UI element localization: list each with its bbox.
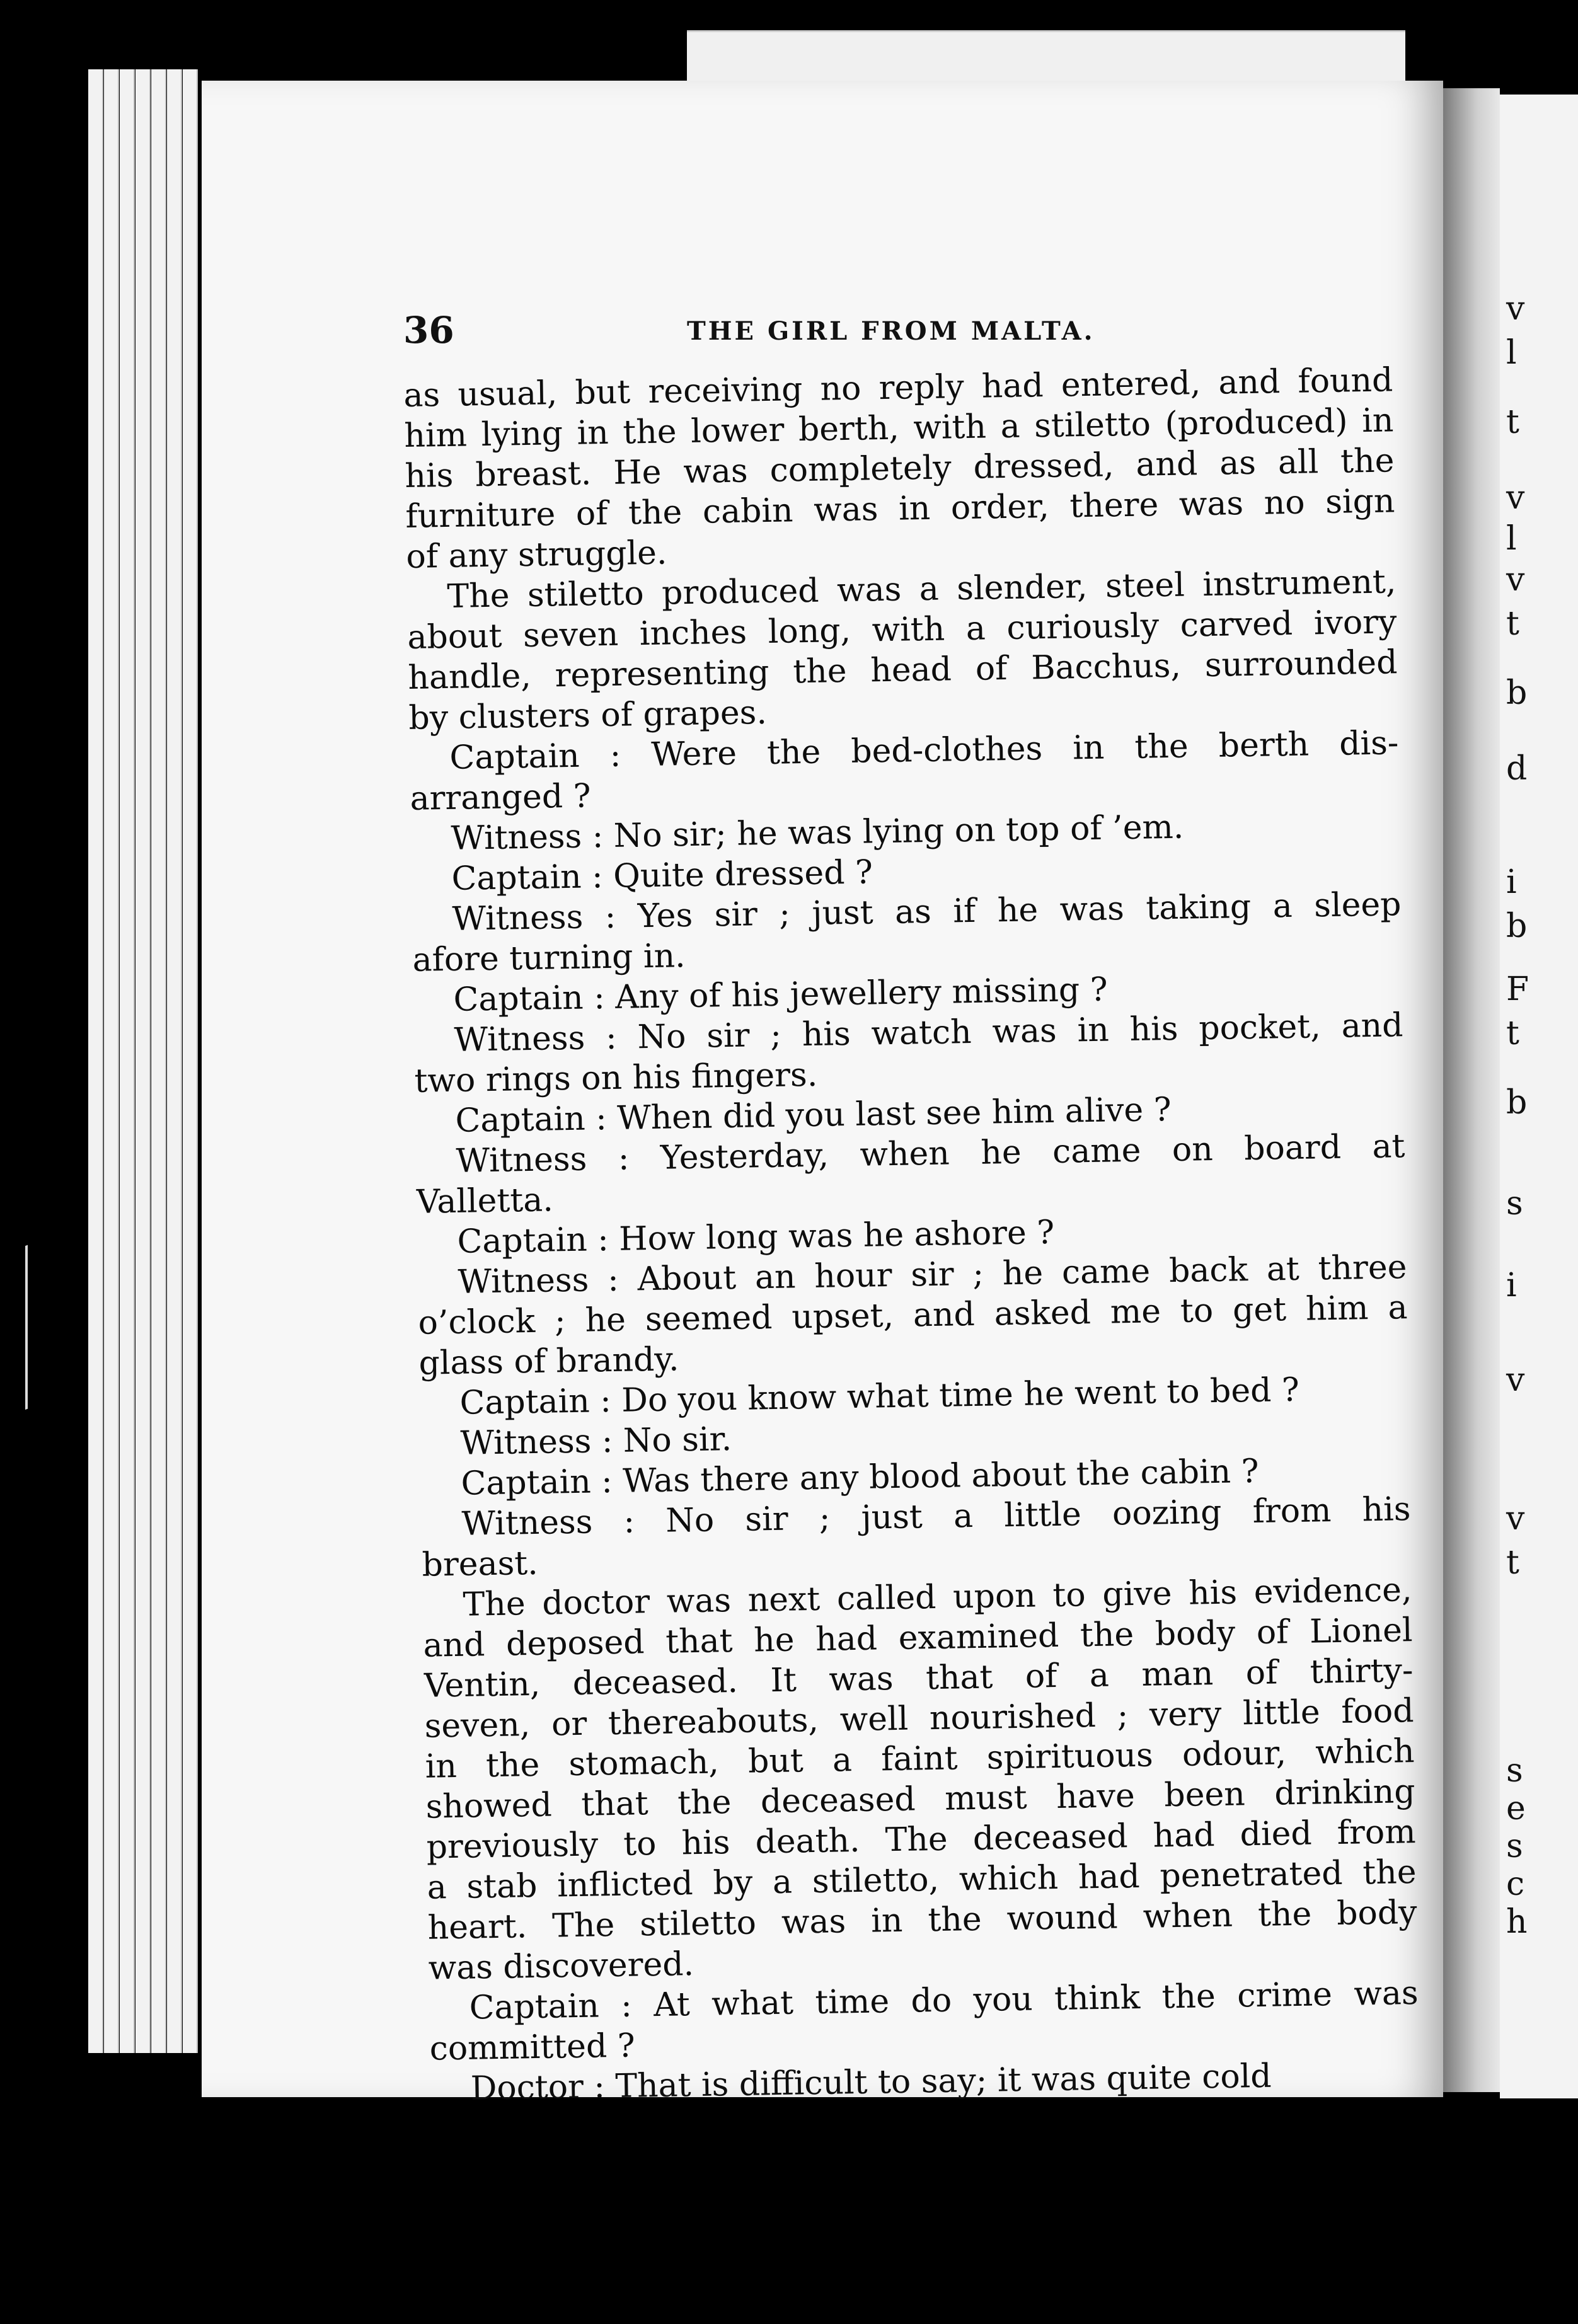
text-line: Captain : Was there any blood about the cabin ? — [461, 1452, 1259, 1503]
text-line: by clusters of grapes. — [408, 694, 768, 737]
facing-page-fragment: v — [1506, 561, 1525, 599]
text-line: Witness : About an hour sir ; he came back at three — [458, 1248, 1407, 1301]
text-line: seven, or thereabouts, well nourished ; very little food — [424, 1692, 1414, 1746]
facing-page-fragment: t — [1506, 605, 1519, 643]
facing-page-fragment: b — [1506, 1084, 1528, 1122]
text-line: as usual, but receiving no reply had entered, and found — [403, 361, 1393, 415]
text-line: Witness : No sir ; his watch was in his pocket, and — [454, 1006, 1403, 1059]
facing-page-fragment: i — [1506, 863, 1517, 901]
text-line: Captain : At what time do you think the crime was — [469, 1974, 1419, 2027]
text-line: Valletta. — [416, 1181, 554, 1221]
facing-page-fragment: s — [1506, 1752, 1523, 1790]
body-text — [403, 360, 1420, 2109]
book-gutter — [1443, 88, 1500, 2092]
text-line: Captain : When did you last see him alive ? — [455, 1091, 1172, 1140]
facing-page-fragment: e — [1506, 1790, 1526, 1827]
text-line: Captain : Do you know what time he went to bed ? — [459, 1371, 1300, 1422]
text-line: Witness : Yesterday, when he came on board at — [456, 1127, 1405, 1180]
text-line: about seven inches long, with a curiously carved ivory — [407, 603, 1397, 657]
text-line: was discovered. — [428, 1945, 694, 1987]
facing-page-fragment: t — [1506, 1544, 1519, 1582]
page-number: 36 — [403, 309, 454, 352]
text-line: a stab inflicted by a stiletto, which had penetrated the — [427, 1853, 1417, 1907]
text-line: The stiletto produced was a slender, steel instrument, — [447, 563, 1397, 616]
text-line: Doctor : That is difficult to say; it was quite cold — [470, 2057, 1272, 2108]
text-line: and deposed that he had examined the body of Lionel — [423, 1611, 1413, 1665]
facing-page-fragment: t — [1506, 403, 1519, 441]
page-edge — [167, 69, 182, 2053]
text-line: showed that the deceased must have been drinking — [425, 1773, 1415, 1826]
facing-page-fragment: t — [1506, 1015, 1519, 1052]
facing-page-fragment: l — [1506, 520, 1517, 558]
facing-page-fragment: c — [1506, 1865, 1525, 1903]
back-page-edge — [687, 30, 1405, 83]
text-line: Witness : No sir ; just a little oozing from his — [461, 1490, 1411, 1543]
page-edge — [183, 69, 198, 2053]
text-line: afore turning in. — [412, 937, 686, 979]
facing-page — [1500, 95, 1578, 2098]
facing-page-fragment: h — [1506, 1903, 1528, 1941]
text-line: in the stomach, but a faint spirituous odour, which — [425, 1732, 1415, 1786]
text-line: his breast. He was completely dressed, and as all the — [405, 442, 1395, 495]
text-line: Captain : Quite dressed ? — [451, 853, 873, 898]
page-clip — [25, 1224, 84, 1410]
text-line: two rings on his fingers. — [414, 1056, 818, 1100]
text-line: Ventin, deceased. It was that of a man of thirty- — [423, 1652, 1414, 1705]
facing-page-fragment: v — [1506, 479, 1525, 517]
facing-page-fragment: i — [1506, 1267, 1517, 1304]
page-edge — [88, 69, 103, 2053]
text-line: arranged ? — [410, 777, 591, 818]
text-line: handle, representing the head of Bacchus, surrounded — [408, 643, 1398, 697]
facing-page-fragment: v — [1506, 290, 1525, 328]
facing-page-fragment: b — [1506, 674, 1528, 712]
text-line: Witness : Yes sir ; just as if he was taking a sleep — [452, 885, 1402, 938]
running-head — [403, 309, 1424, 365]
page-edge — [135, 69, 151, 2053]
text-line: glass of brandy. — [418, 1340, 679, 1383]
text-line: o’clock ; he seemed upset, and asked me to get him a — [418, 1289, 1408, 1342]
facing-page-fragment: s — [1506, 1827, 1523, 1865]
facing-page-fragment: l — [1506, 334, 1517, 372]
text-line: Witness : No sir. — [460, 1420, 732, 1463]
text-line: him lying in the lower berth, with a stiletto (produced) in — [404, 401, 1394, 455]
page-edge — [104, 69, 119, 2053]
text-line: previously to his death. The deceased had died from — [426, 1813, 1416, 1867]
text-line: Captain : Any of his jewellery missing ? — [453, 970, 1109, 1019]
facing-page-fragment: b — [1506, 907, 1528, 945]
text-line: Captain : How long was he ashore ? — [457, 1213, 1055, 1261]
text-line: Witness : No sir; he was lying on top of ’em. — [451, 808, 1184, 858]
text-line: furniture of the cabin was in order, there was no sign — [405, 482, 1395, 536]
facing-page-fragment: v — [1506, 1361, 1525, 1399]
facing-page-fragment: F — [1506, 970, 1529, 1008]
text-line: heart. The stiletto was in the wound when the body — [427, 1894, 1417, 1947]
text-line: The doctor was next called upon to give his evidence, — [463, 1571, 1412, 1624]
facing-page-fragment: d — [1506, 750, 1528, 788]
text-line: committed ? — [429, 2027, 636, 2068]
text-line: breast. — [422, 1544, 539, 1584]
page-edge — [120, 69, 135, 2053]
facing-page-fragment: v — [1506, 1500, 1525, 1538]
running-title: THE GIRL FROM MALTA. — [687, 316, 1095, 346]
facing-page-fragment: s — [1506, 1185, 1523, 1222]
page-edge — [151, 69, 166, 2053]
text-line: Captain : Were the bed-clothes in the berth dis- — [449, 724, 1399, 777]
text-line: of any struggle. — [406, 534, 667, 576]
